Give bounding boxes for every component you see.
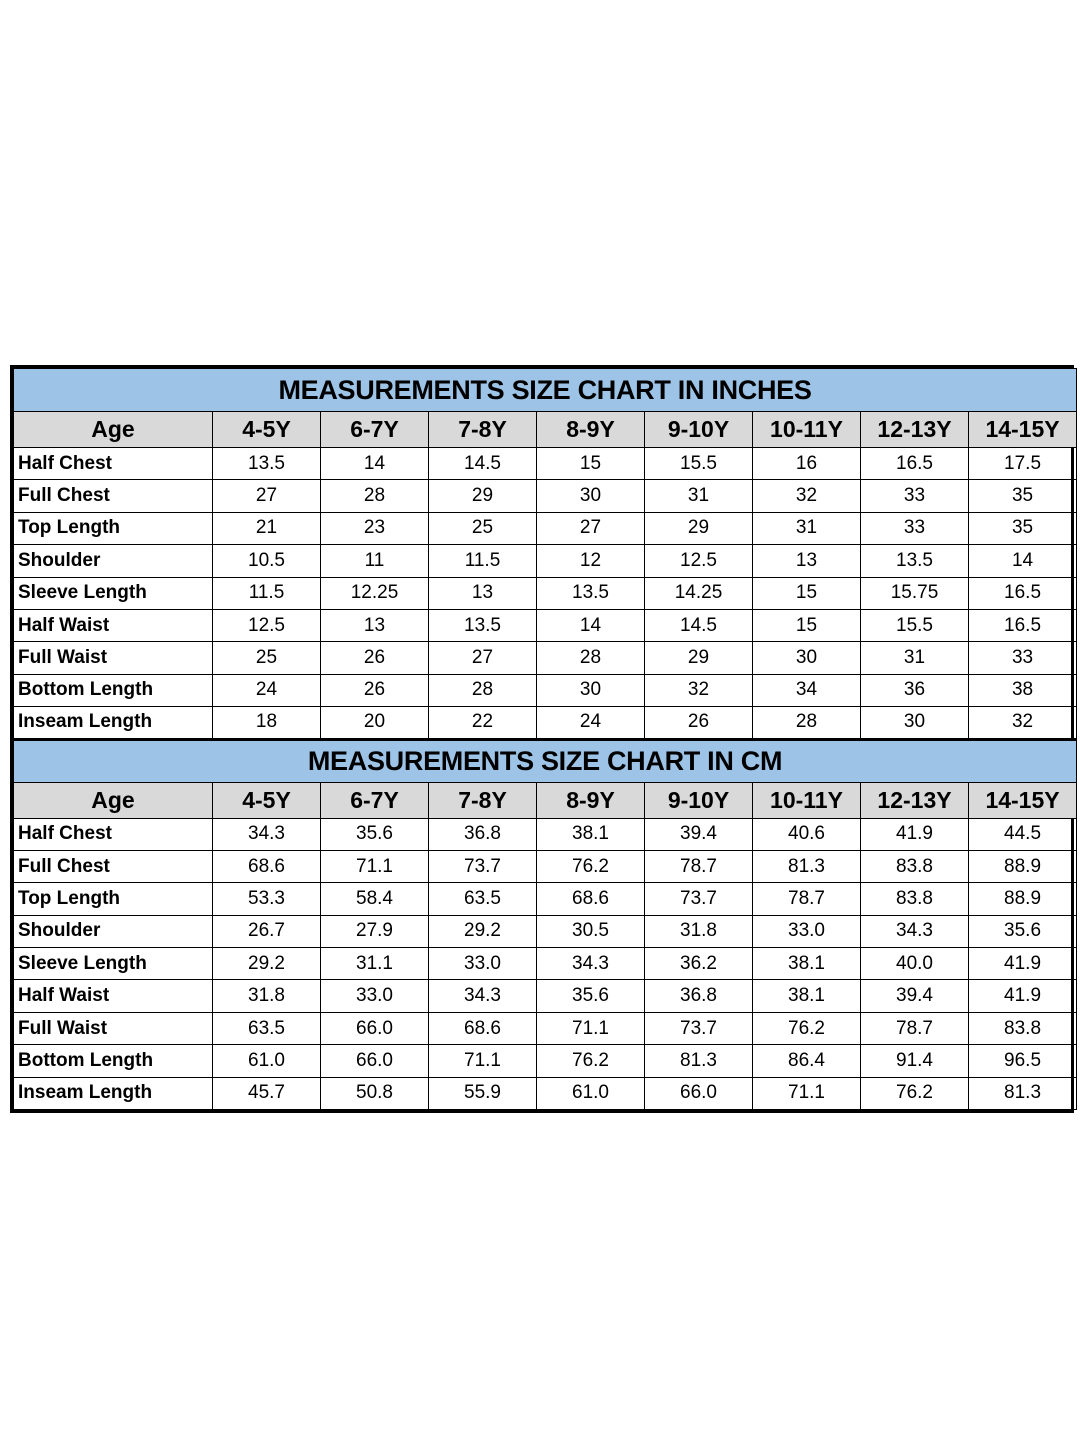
row-label: Sleeve Length [14, 948, 213, 980]
table-cell: 63.5 [429, 883, 537, 915]
row-label: Shoulder [14, 915, 213, 947]
table-row [14, 448, 1077, 480]
row-label: Full Chest [14, 480, 213, 512]
table-cell: 81.3 [753, 850, 861, 882]
table-cell: 55.9 [429, 1077, 537, 1109]
table-cell: 15 [753, 609, 861, 641]
table-cell: 26.7 [213, 915, 321, 947]
table-cell: 30.5 [537, 915, 645, 947]
table-cell: 76.2 [537, 850, 645, 882]
table-cell: 35.6 [969, 915, 1077, 947]
table-cell: 53.3 [213, 883, 321, 915]
table-cell: 13.5 [537, 577, 645, 609]
column-header-size: 12-13Y [861, 782, 969, 818]
table-cell: 33.0 [753, 915, 861, 947]
table-cell: 76.2 [861, 1077, 969, 1109]
row-label: Sleeve Length [14, 577, 213, 609]
table-cell: 11 [321, 545, 429, 577]
table-cell: 61.0 [213, 1045, 321, 1077]
table-row [14, 883, 1077, 915]
row-label: Top Length [14, 883, 213, 915]
table-cell: 58.4 [321, 883, 429, 915]
table-cell: 14 [969, 545, 1077, 577]
table-cell: 40.6 [753, 818, 861, 850]
table-cell: 33 [969, 642, 1077, 674]
table-cell: 34 [753, 674, 861, 706]
table-title: MEASUREMENTS SIZE CHART IN INCHES [14, 369, 1077, 412]
table-cell: 39.4 [645, 818, 753, 850]
row-label: Top Length [14, 512, 213, 544]
table-row [14, 674, 1077, 706]
table-cell: 15 [537, 448, 645, 480]
table-cell: 78.7 [753, 883, 861, 915]
table-cell: 13 [321, 609, 429, 641]
column-header-size: 14-15Y [969, 412, 1077, 448]
table-cell: 68.6 [213, 850, 321, 882]
table-cell: 83.8 [969, 1012, 1077, 1044]
table-cell: 16 [753, 448, 861, 480]
table-cell: 28 [537, 642, 645, 674]
table-header-row [14, 782, 1077, 818]
table-row [14, 1045, 1077, 1077]
table-row [14, 818, 1077, 850]
table-cell: 32 [645, 674, 753, 706]
table-cell: 26 [321, 642, 429, 674]
table-cell: 31.8 [645, 915, 753, 947]
table-cell: 14.5 [429, 448, 537, 480]
column-header-size: 14-15Y [969, 782, 1077, 818]
table-row [14, 512, 1077, 544]
table-cell: 27 [213, 480, 321, 512]
row-label: Half Waist [14, 980, 213, 1012]
column-header-size: 4-5Y [213, 412, 321, 448]
column-header-size: 10-11Y [753, 782, 861, 818]
table-cell: 71.1 [537, 1012, 645, 1044]
table-cell: 83.8 [861, 850, 969, 882]
table-cell: 88.9 [969, 850, 1077, 882]
table-cell: 29.2 [213, 948, 321, 980]
table-cell: 38.1 [537, 818, 645, 850]
table-cell: 27.9 [321, 915, 429, 947]
table-cell: 10.5 [213, 545, 321, 577]
column-header-size: 10-11Y [753, 412, 861, 448]
table-cell: 35.6 [321, 818, 429, 850]
table-cell: 31.1 [321, 948, 429, 980]
table-cell: 20 [321, 707, 429, 739]
table-cell: 35 [969, 480, 1077, 512]
table-cell: 71.1 [321, 850, 429, 882]
table-cell: 38 [969, 674, 1077, 706]
column-header-size: 7-8Y [429, 782, 537, 818]
table-cell: 17.5 [969, 448, 1077, 480]
table-cell: 12.5 [645, 545, 753, 577]
size-chart-table [13, 368, 1077, 1110]
table-cell: 38.1 [753, 980, 861, 1012]
table-cell: 33 [861, 512, 969, 544]
table-cell: 13.5 [213, 448, 321, 480]
table-cell: 61.0 [537, 1077, 645, 1109]
table-cell: 28 [429, 674, 537, 706]
table-cell: 63.5 [213, 1012, 321, 1044]
table-cell: 39.4 [861, 980, 969, 1012]
table-cell: 12.5 [213, 609, 321, 641]
table-cell: 35 [969, 512, 1077, 544]
table-cell: 83.8 [861, 883, 969, 915]
size-chart [10, 365, 1074, 1113]
column-header-size: 8-9Y [537, 412, 645, 448]
column-header-size: 12-13Y [861, 412, 969, 448]
table-row [14, 948, 1077, 980]
table-cell: 36.8 [645, 980, 753, 1012]
column-header-size: 9-10Y [645, 782, 753, 818]
row-label: Half Chest [14, 818, 213, 850]
table-cell: 15.5 [645, 448, 753, 480]
table-cell: 29 [645, 642, 753, 674]
table-cell: 33.0 [429, 948, 537, 980]
table-cell: 13 [753, 545, 861, 577]
column-header-age: Age [14, 782, 213, 818]
table-cell: 28 [321, 480, 429, 512]
row-label: Full Waist [14, 642, 213, 674]
table-cell: 29.2 [429, 915, 537, 947]
table-cell: 36.8 [429, 818, 537, 850]
table-cell: 44.5 [969, 818, 1077, 850]
table-cell: 14.25 [645, 577, 753, 609]
table-row [14, 915, 1077, 947]
table-cell: 11.5 [213, 577, 321, 609]
table-cell: 68.6 [537, 883, 645, 915]
row-label: Full Waist [14, 1012, 213, 1044]
row-label: Full Chest [14, 850, 213, 882]
table-cell: 26 [645, 707, 753, 739]
table-cell: 73.7 [429, 850, 537, 882]
table-cell: 13 [429, 577, 537, 609]
table-cell: 14 [537, 609, 645, 641]
column-header-size: 6-7Y [321, 412, 429, 448]
table-cell: 31 [645, 480, 753, 512]
table-cell: 15 [753, 577, 861, 609]
column-header-size: 7-8Y [429, 412, 537, 448]
table-cell: 16.5 [861, 448, 969, 480]
table-row [14, 480, 1077, 512]
table-cell: 45.7 [213, 1077, 321, 1109]
table-cell: 18 [213, 707, 321, 739]
table-cell: 32 [753, 480, 861, 512]
table-cell: 86.4 [753, 1045, 861, 1077]
row-label: Half Waist [14, 609, 213, 641]
table-cell: 27 [429, 642, 537, 674]
table-cell: 34.3 [861, 915, 969, 947]
table-cell: 36.2 [645, 948, 753, 980]
table-cell: 14.5 [645, 609, 753, 641]
table-cell: 34.3 [429, 980, 537, 1012]
table-title-row [14, 369, 1077, 412]
table-cell: 29 [429, 480, 537, 512]
table-cell: 66.0 [321, 1012, 429, 1044]
table-row [14, 577, 1077, 609]
table-cell: 81.3 [645, 1045, 753, 1077]
table-cell: 27 [537, 512, 645, 544]
column-header-age: Age [14, 412, 213, 448]
table-cell: 36 [861, 674, 969, 706]
table-cell: 14 [321, 448, 429, 480]
table-cell: 71.1 [429, 1045, 537, 1077]
table-row [14, 545, 1077, 577]
table-cell: 24 [213, 674, 321, 706]
table-cell: 29 [645, 512, 753, 544]
table-cell: 16.5 [969, 609, 1077, 641]
column-header-size: 4-5Y [213, 782, 321, 818]
column-header-size: 6-7Y [321, 782, 429, 818]
table-cell: 73.7 [645, 1012, 753, 1044]
column-header-size: 9-10Y [645, 412, 753, 448]
table-cell: 25 [213, 642, 321, 674]
table-cell: 30 [537, 480, 645, 512]
table-cell: 21 [213, 512, 321, 544]
table-cell: 96.5 [969, 1045, 1077, 1077]
table-cell: 66.0 [321, 1045, 429, 1077]
table-cell: 16.5 [969, 577, 1077, 609]
row-label: Inseam Length [14, 707, 213, 739]
table-row [14, 1012, 1077, 1044]
table-cell: 35.6 [537, 980, 645, 1012]
table-cell: 22 [429, 707, 537, 739]
table-cell: 12 [537, 545, 645, 577]
table-cell: 76.2 [753, 1012, 861, 1044]
table-cell: 34.3 [537, 948, 645, 980]
row-label: Bottom Length [14, 674, 213, 706]
row-label: Inseam Length [14, 1077, 213, 1109]
table-cell: 33.0 [321, 980, 429, 1012]
table-row [14, 980, 1077, 1012]
table-cell: 25 [429, 512, 537, 544]
table-cell: 71.1 [753, 1077, 861, 1109]
table-cell: 24 [537, 707, 645, 739]
table-cell: 34.3 [213, 818, 321, 850]
table-cell: 76.2 [537, 1045, 645, 1077]
table-row [14, 642, 1077, 674]
column-header-size: 8-9Y [537, 782, 645, 818]
table-cell: 78.7 [861, 1012, 969, 1044]
table-cell: 41.9 [969, 948, 1077, 980]
table-cell: 15.5 [861, 609, 969, 641]
table-cell: 26 [321, 674, 429, 706]
table-cell: 38.1 [753, 948, 861, 980]
row-label: Bottom Length [14, 1045, 213, 1077]
table-row [14, 707, 1077, 739]
table-cell: 68.6 [429, 1012, 537, 1044]
table-cell: 41.9 [969, 980, 1077, 1012]
table-cell: 33 [861, 480, 969, 512]
table-cell: 41.9 [861, 818, 969, 850]
table-cell: 88.9 [969, 883, 1077, 915]
table-cell: 78.7 [645, 850, 753, 882]
table-cell: 31.8 [213, 980, 321, 1012]
table-cell: 13.5 [429, 609, 537, 641]
table-cell: 32 [969, 707, 1077, 739]
table-cell: 50.8 [321, 1077, 429, 1109]
table-row [14, 1077, 1077, 1109]
table-cell: 81.3 [969, 1077, 1077, 1109]
table-title: MEASUREMENTS SIZE CHART IN CM [14, 739, 1077, 782]
row-label: Shoulder [14, 545, 213, 577]
table-row [14, 850, 1077, 882]
table-cell: 30 [753, 642, 861, 674]
table-cell: 73.7 [645, 883, 753, 915]
table-cell: 11.5 [429, 545, 537, 577]
table-cell: 12.25 [321, 577, 429, 609]
row-label: Half Chest [14, 448, 213, 480]
table-cell: 23 [321, 512, 429, 544]
table-header-row [14, 412, 1077, 448]
table-cell: 31 [753, 512, 861, 544]
table-cell: 40.0 [861, 948, 969, 980]
table-cell: 30 [537, 674, 645, 706]
table-cell: 91.4 [861, 1045, 969, 1077]
table-cell: 13.5 [861, 545, 969, 577]
table-row [14, 609, 1077, 641]
table-cell: 66.0 [645, 1077, 753, 1109]
table-cell: 28 [753, 707, 861, 739]
table-cell: 15.75 [861, 577, 969, 609]
table-cell: 30 [861, 707, 969, 739]
table-cell: 31 [861, 642, 969, 674]
table-title-row [14, 739, 1077, 782]
